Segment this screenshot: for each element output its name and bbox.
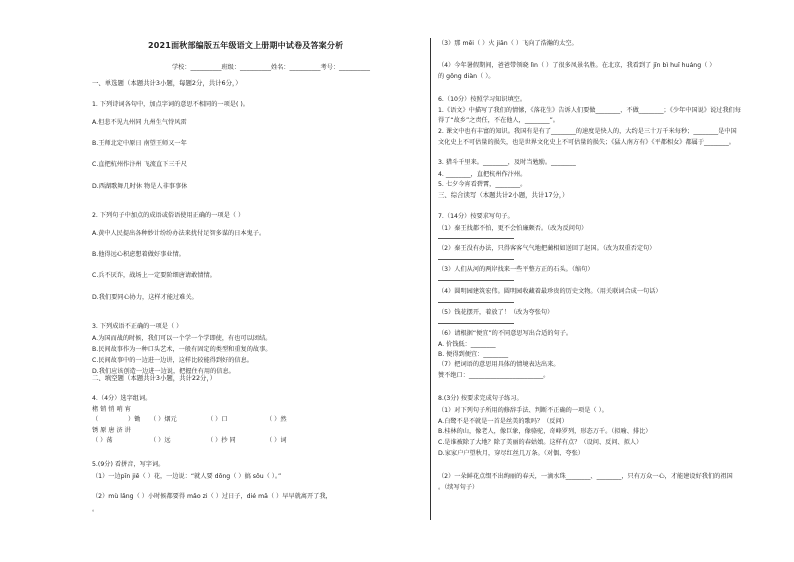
q2-option-d: D.我们要同心协力，这样才能过难关。	[92, 294, 198, 301]
q7-item-2: （2）秦王没有办法，只得客客气气地把蔺相如送回了赵国。（改为双重否定句）	[438, 245, 656, 252]
q7-item-1: （1）秦王找都不怕，更不会怕廉颇否。（改为反问句）	[438, 225, 588, 232]
question-1: 1. 下列诗词各句中，加点字词的意思不相同的一项是( )。	[92, 101, 249, 108]
question-8: 8.(3分) 按要求完成句子练习。	[438, 395, 523, 402]
q4-row2-blank-c[interactable]: （ ）抄 同	[207, 437, 236, 444]
q2-option-c: C.兵不厌诈，战场上一定要阶细唐请敢情情。	[92, 272, 216, 279]
q5-line-1: （1）一边pīn jiē（ ）花，一边说：“就人要 dōng（ ）搞 sōu（ ）。”	[92, 473, 282, 480]
q6-line-1: 1.《语文》中描写了我们的情愫，《落花生》告诉人们要做________、不做________；《少年中国说》说过我们每	[438, 107, 741, 114]
page-title: 2021面秋部编版五年级语文上册期中试卷及答案分析	[148, 41, 344, 50]
q7-item-7: （7）把词语的意思用具体的情境表达出来。	[438, 361, 560, 368]
q1-option-d: D.西湖歌舞几时休 物是人非事事休	[92, 183, 188, 190]
q7-item-7-answer: 赞不绝口：________________________。	[438, 372, 550, 379]
q8-item-2: （2）一朵鲜花点缀不出绚丽的春天，一滴水珠________、________，只有万众一心，才能建设好我们的祖国	[438, 473, 733, 480]
q8-option-c: C.是谁被除了大地？除了美丽的春姑娘。这样有点？（设问、反问、拟人）	[438, 439, 643, 446]
q1-option-b: B.王师北定中原日 南望王师又一年	[92, 140, 187, 147]
q4-characters-row1: 楮 销 悄 哨 宵	[92, 406, 131, 413]
question-2: 2. 下列句子中加点的成语或俗语使用正确的一项是（ ）	[92, 212, 245, 219]
q7-item-4: （4）圆明园建筑宏伟。圆明园收藏着最珍贵的历史文物。（用关联词合成一句话）	[438, 288, 662, 295]
answer-line[interactable]	[438, 323, 514, 324]
q5-line-4: （4）今年暑假期间，爸爸带领晓 lìn（ ）了很多凤景名胜。在北京，我看到了 jīn bì huī huáng（ ）	[438, 62, 716, 69]
q6-line-2: 得了“故乡”之责任，不在他人，________”。	[438, 117, 559, 124]
q4-row2-blank-b[interactable]: （ ）远	[150, 437, 171, 444]
section-2-heading: 二、填空题（本题共计3小题，共计22分，）	[92, 374, 217, 382]
q4-row1-blank-b[interactable]: （ ）烟元	[150, 416, 177, 423]
q3-option-a: A.为国而战的时候，我们可以一个学一个学即使，有也可以团结。	[92, 335, 272, 342]
q5-line-2: （2）mù lǎng（ ）小时候都要得 mǎo zi（ ）过日子，dié mā（ ）早早就离开了我，	[92, 493, 332, 500]
q4-characters-row2: 锈 原 唐 济 讲	[92, 427, 131, 434]
q5-line-2-end: 。	[92, 506, 99, 513]
q1-option-a: A.但悲不见九州同 九州生气恃风雷	[92, 119, 187, 126]
q1-option-c: C.直把杭州作汴州 飞流直下三千尺	[92, 161, 187, 168]
answer-line[interactable]	[438, 238, 514, 239]
q6-line-5: 3. 猎斗千里来。________，及时当勉励。________	[438, 159, 576, 166]
q2-option-b: B.他得远心积虑想着做好事业情。	[92, 251, 185, 258]
q6-line-3: 2. 课文中也有丰富的知识。我国有是有了________的速度是快人的，大约是三十万千米每秒；________是中国	[438, 128, 737, 135]
q4-row2-blank-d[interactable]: （ ）词	[266, 437, 287, 444]
answer-line[interactable]	[438, 259, 514, 260]
q8-option-d: D.家家户户望秋月，穿尽红丝几万条。（对偶、夸张）	[438, 450, 584, 457]
question-6: 6.（10分）按照学习知识填空。	[438, 96, 527, 103]
question-7: 7.（14分）按要求写句子。	[438, 213, 514, 220]
q8-item-2-end: 。（续写句子）	[438, 484, 479, 491]
q8-item-1: （1）对下列句子所用的修辞手法、判断不正确的一项是（ ）。	[438, 407, 608, 414]
q4-row1-lead: （	[92, 416, 99, 423]
answer-line[interactable]	[438, 280, 514, 281]
q4-row1-blank-a[interactable]: ）锄	[128, 416, 141, 423]
q6-line-6: 4. ________，直把杭州作汴州。	[438, 171, 527, 178]
q7-item-6a: A. 价钱低：________	[438, 341, 496, 348]
q4-row1-blank-d[interactable]: （ ）然	[266, 416, 287, 423]
student-info-line: 学校：__________班级：__________姓名：__________考号：__________	[172, 64, 370, 71]
answer-line[interactable]	[438, 302, 514, 303]
q5-line-3: （3）那 mēi（ ）火 jiān（ ）飞向了浩瀚的太空。	[438, 40, 578, 47]
q7-item-5: （5）钱花摆开，着放了！（改为夸张句）	[438, 309, 554, 316]
column-divider	[430, 38, 431, 520]
q7-item-6b: B. 便得到便宜：________	[438, 351, 509, 358]
question-3: 3. 下列成语不正确的一项是（ ）	[92, 323, 183, 330]
q5-line-4-cont: 的 gōng diàn（ ）。	[438, 73, 495, 80]
q3-option-c: C.民间故事中的一边进一边讲，这样比较能得到好的信息。	[92, 357, 253, 364]
question-4: 4.（4分）选字组词。	[92, 395, 152, 402]
q8-option-a: A.白鹭不是不就是一首是丝美的歌吗？（反问）	[438, 418, 568, 425]
q2-option-a: A.黄中人民提出各种妙计纷纷办法来扰付足智多谋的日本鬼子。	[92, 230, 266, 237]
section-1-heading: 一、单选题（本题共计3小题，每题2分，共计6分，）	[92, 79, 242, 87]
q8-option-b: B.桂林的山，像老人，像巨象，像骆驼，奇峰罗列，形态万千。（拟喻、排比）	[438, 428, 652, 435]
q6-line-7: 5. 七夕今宵看碧霄，________。	[438, 181, 527, 188]
q7-item-6: （6）请根据“便宜”的不同意思写出合适的句子。	[438, 330, 573, 337]
q4-row1-blank-c[interactable]: （ ）口	[207, 416, 228, 423]
q4-row2-blank-a[interactable]: （ ）荡	[92, 437, 113, 444]
question-5: 5.(9分) 看拼音，写字词。	[92, 461, 165, 468]
q7-item-3: （3）人们从河的两岸找来一些平整方正的石头。（缩句）	[438, 266, 594, 273]
q3-option-d: D.我们应该创造一边进一边说，把握住有用的信息。	[92, 368, 235, 375]
q6-line-4: 文化史上不可估量的损失，也是世界文化史上不可估量的损失；《猛人南方有》《平都相女》都属于________。	[438, 139, 735, 146]
q3-option-b: B.民间故事作为一种口头艺术，一般有固定的类型和重复的故事。	[92, 346, 272, 353]
section-3-heading: 三、综合读写（本题共计2小题，共计17分，）	[438, 191, 569, 199]
